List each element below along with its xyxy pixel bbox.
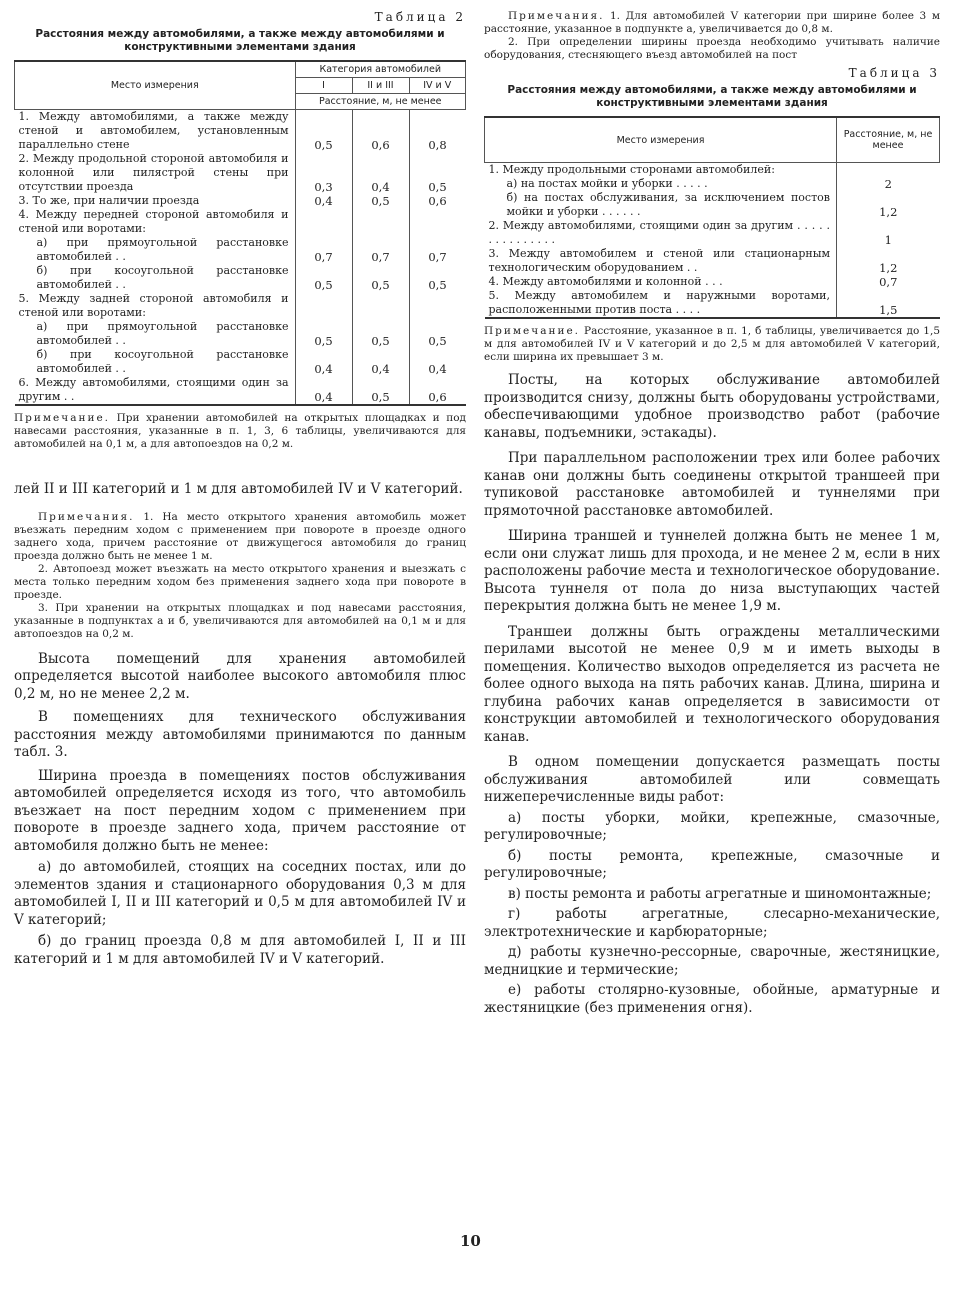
table3-row-label: 1. Между продольными сторонами автомобилей: <box>488 163 775 176</box>
left-note-1: 1. На место открытого хранения автомобиль может въезжать передним ходом с применением при повороте в проезде одного заднего хода, причем расстояние от движущегося автомобиля до границ проезда должно быть не менее 1 м. <box>14 510 466 562</box>
table2-cell: 0,7 <box>295 236 352 264</box>
table2-cell: 0,5 <box>352 264 409 292</box>
page-number: 10 <box>460 1232 481 1250</box>
table2-cell: 0,4 <box>295 348 352 376</box>
table2-cell: 0,5 <box>352 194 409 208</box>
left-paragraphs <box>14 651 466 969</box>
right-notes-head: Примечания. <box>508 10 605 22</box>
table2-row-label: 2. Между продольной стороной автомобиля и колонной или пилястрой стены при отсутствии проезда <box>18 152 289 193</box>
table3-row-label: а) на постах мойки и уборки . . . . . <box>506 177 708 190</box>
right-para: В одном помещении допускается размещать посты обслуживания автомобилей или совмещать нижеперечисленные виды работ: <box>484 754 940 805</box>
table2-body <box>15 110 466 406</box>
table2-caption: Таблица 2 <box>374 10 466 24</box>
table2-cell: 0,4 <box>352 348 409 376</box>
left-notes-head: Примечания. <box>38 510 135 523</box>
table2-row <box>15 110 466 153</box>
table2-cell: 0,7 <box>352 236 409 264</box>
table2-row <box>15 348 466 376</box>
table2-cell: 0,5 <box>409 152 466 194</box>
table2-cell: 0,5 <box>352 376 409 405</box>
table3-row-label: 2. Между автомобилями, стоящими один за другим . . . . . . . . . . . . . . . <box>488 219 830 246</box>
table3-row <box>485 289 940 318</box>
table2-head-col: II и III <box>352 78 409 94</box>
table2-head-distance: Расстояние, м, не менее <box>295 94 466 110</box>
table2-head-col: IV и V <box>409 78 466 94</box>
table2-head-col: I <box>295 78 352 94</box>
table2-cell: 0,5 <box>295 110 352 153</box>
table2-cell <box>409 292 466 320</box>
right-para: Ширина траншей и туннелей должна быть не менее 1 м, если они служат лишь для прохода, и не менее 2 м, если в них расположены рабочие места и технологическое оборудование. Высота туннеля от пола до низа выступающих частей перекрытия должна быть не менее 1,9 м. <box>484 528 940 614</box>
table3-head-place: Место измерения <box>485 117 837 163</box>
table2-row-label: 6. Между автомобилями, стоящими один за другим . . <box>18 376 289 403</box>
table3-note <box>484 325 940 364</box>
table2-row-label: б) при косоугольной расстановке автомобилей . . <box>36 264 289 291</box>
table2-cell: 0,6 <box>409 194 466 208</box>
left-column <box>14 0 466 968</box>
left-para: а) до автомобилей, стоящих на соседних постах, или до элементов здания и стационарного оборудования 0,3 м для автомобилей I, II и III категорий и 0,5 м для автомобилей IV и V категорий; <box>14 859 466 928</box>
table2-cell: 0,5 <box>295 264 352 292</box>
table2-row-label: б) при косоугольной расстановке автомобилей . . <box>36 348 289 375</box>
table2-cell <box>295 208 352 236</box>
table2-note-text: При хранении автомобилей на открытых площадках и под навесами расстояния, указанные в п. 1, 3, 6 таблицы, увеличиваются для автомобилей на 0,1 м, а для автопоездов на 0,2 м. <box>14 412 466 450</box>
table2-row <box>15 376 466 405</box>
table2-cell: 0,5 <box>295 320 352 348</box>
table3-body <box>485 163 940 319</box>
table3-row-label: б) на постах обслуживания, за исключением постов мойки и уборки . . . . . . <box>506 191 830 218</box>
right-para: Траншеи должны быть ограждены металлическими перилами высотой не менее 0,9 м и иметь выходы в помещения. Количество выходов определяется из расчета не более одного выхода на пять рабочих канав. Длина, ширина и глубина рабочих канав определяется в зависимости от конструкции автомобилей и технологического оборудования канав. <box>484 623 940 745</box>
table2-cell: 0,6 <box>352 110 409 153</box>
table3-row <box>485 191 940 219</box>
table2-row <box>15 264 466 292</box>
table3-row <box>485 177 940 191</box>
table2-row <box>15 194 466 208</box>
table2 <box>14 60 466 406</box>
table3-row <box>485 275 940 289</box>
right-list-item: е) работы столярно-кузовные, обойные, арматурные и жестяницкие (без применения огня). <box>484 982 940 1016</box>
left-notes <box>14 511 466 641</box>
left-para: Высота помещений для хранения автомобилей определяется высотой наиболее высокого автомобиля плюс 0,2 м, но не менее 2,2 м. <box>14 650 466 702</box>
right-column <box>484 0 940 1017</box>
table2-cell: 0,5 <box>409 264 466 292</box>
right-list-item: д) работы кузнечно-рессорные, сварочные, жестяницкие, медницкие и термические; <box>484 944 940 978</box>
left-para: Ширина проезда в помещениях постов обслуживания автомобилей определяется исходя из того, что автомобиль въезжает на пост передним ходом с применением при повороте в проезде заднего хода, причем расстояние от автомобиля должно быть не менее: <box>14 767 466 854</box>
table3 <box>484 116 940 319</box>
table2-row-label: а) при прямоугольной расстановке автомобилей . . <box>36 236 289 263</box>
left-note-2: 2. Автопоезд может въезжать на место открытого хранения и выезжать с места только передним ходом без применения заднего хода при повороте в проезде. <box>14 562 466 601</box>
table2-row <box>15 236 466 264</box>
table3-title: Расстояния между автомобилями, а также между автомобилями и конструктивными элементами здания <box>507 84 917 109</box>
table3-cell <box>837 163 940 178</box>
table2-cell: 0,7 <box>409 236 466 264</box>
table3-cell: 1,2 <box>837 247 940 275</box>
table2-cell: 0,6 <box>409 376 466 405</box>
table2-row-label: 4. Между передней стороной автомобиля и стеной или воротами: <box>18 208 289 235</box>
right-note-2: 2. При определении ширины проезда необходимо учитывать наличие оборудования, стесняющего въезд автомобилей на пост <box>484 36 940 61</box>
left-continuation: лей II и III категорий и 1 м для автомобилей IV и V категорий. <box>14 481 463 497</box>
table3-note-text: Расстояние, указанное в п. 1, б таблицы, увеличивается до 1,5 м для автомобилей IV и V категорий и до 2,5 м для автомобилей V категорий, если ширина их превышает 3 м. <box>484 325 941 363</box>
right-list-item: г) работы агрегатные, слесарно-механические, электротехнические и карбюраторные; <box>484 906 940 940</box>
table2-head-place: Место измерения <box>15 61 296 110</box>
table2-head-category: Категория автомобилей <box>295 61 466 78</box>
table3-cell: 1,5 <box>837 289 940 318</box>
table3-head-dist: Расстояние, м, не менее <box>837 117 940 163</box>
table2-cell: 0,4 <box>295 376 352 405</box>
right-list-item: в) посты ремонта и работы агрегатные и шиномонтажные; <box>508 885 932 902</box>
table3-row-label: 5. Между автомобилем и наружными воротами, расположенными против поста . . . . <box>488 289 830 316</box>
table2-row <box>15 320 466 348</box>
table3-cell: 2 <box>837 177 940 191</box>
left-para: В помещениях для технического обслуживания расстояния между автомобилями принимаются по данным табл. 3. <box>14 709 466 760</box>
table3-row-label: 4. Между автомобилями и колонной . . . <box>488 275 723 288</box>
table2-row <box>15 292 466 320</box>
table2-cell <box>295 292 352 320</box>
table3-cell: 1,2 <box>837 191 940 219</box>
table2-row-label: а) при прямоугольной расстановке автомобилей . . <box>36 320 289 347</box>
table2-cell <box>352 292 409 320</box>
right-para: При параллельном расположении трех или более рабочих канав они должны быть соединены открытой траншеей при тупиковой расстановке автомобилей и туннелями при прямоточной расстановке автомобилей. <box>484 450 940 519</box>
table2-cell: 0,4 <box>295 194 352 208</box>
right-notes <box>484 10 940 62</box>
table2-note <box>14 412 466 451</box>
table2-title: Расстояния между автомобилями, а также между автомобилями и конструктивными элементами здания <box>35 28 445 53</box>
table3-cell: 1 <box>837 219 940 247</box>
left-note-3: 3. При хранении на открытых площадках и под навесами расстояния, указанные в подпунктах а и б, увеличиваются для автомобилей на 0,1 м и для автопоездов на 0,2 м. <box>14 601 466 640</box>
table3-row-label: 3. Между автомобилем и стеной или стационарным технологическим оборудованием . . <box>488 247 830 274</box>
table2-cell <box>352 208 409 236</box>
table3-row <box>485 219 940 247</box>
table2-cell: 0,8 <box>409 110 466 153</box>
table2-note-head: Примечание. <box>14 412 111 424</box>
table2-row-label: 5. Между задней стороной автомобиля и стеной или воротами: <box>18 292 289 319</box>
table3-row <box>485 163 940 178</box>
right-paragraphs <box>484 372 940 1017</box>
table3-caption: Таблица 3 <box>848 66 940 80</box>
right-para: Посты, на которых обслуживание автомобилей производится снизу, должны быть оборудованы устройствами, обеспечивающими удобное производство работ (рабочие канавы, подъемники, эстакады). <box>484 372 940 441</box>
table2-cell: 0,4 <box>352 152 409 194</box>
table2-cell: 0,5 <box>352 320 409 348</box>
left-para: б) до границ проезда 0,8 м для автомобилей I, II и III категорий и 1 м для автомобилей IV и V категорий. <box>14 933 466 967</box>
table3-note-head: Примечание. <box>484 325 581 337</box>
table3-row <box>485 247 940 275</box>
table2-row-label: 1. Между автомобилями, а также между стеной и автомобилем, установленным параллельно стене <box>18 110 289 151</box>
table2-cell: 0,4 <box>409 348 466 376</box>
table3-cell: 0,7 <box>837 275 940 289</box>
right-list-item: б) посты ремонта, крепежные, смазочные и регулировочные; <box>484 847 940 881</box>
table2-cell <box>409 208 466 236</box>
right-note-1: 1. Для автомобилей V категории при ширине более 3 м расстояние, указанное в подпункте а, увеличивается до 0,8 м. <box>484 10 940 35</box>
table2-cell: 0,5 <box>409 320 466 348</box>
table2-row <box>15 152 466 194</box>
table2-cell: 0,3 <box>295 152 352 194</box>
table2-row-label: 3. То же, при наличии проезда <box>18 194 200 207</box>
table2-row <box>15 208 466 236</box>
right-list-item: а) посты уборки, мойки, крепежные, смазочные, регулировочные; <box>484 809 940 843</box>
